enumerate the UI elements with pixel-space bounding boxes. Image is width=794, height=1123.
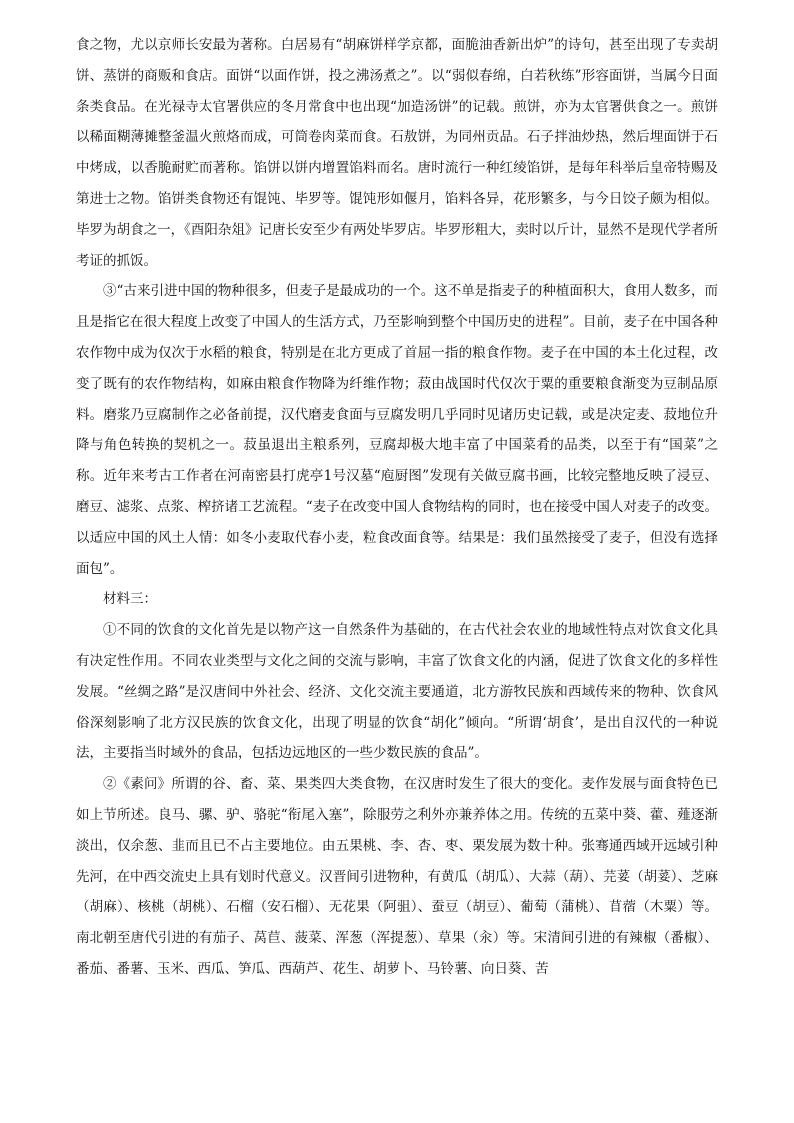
paragraph-item-1: ①不同的饮食的文化首先是以物产这一自然条件为基础的，在古代社会农业的地域性特点对饮食文化具有决定性作用。不同农业类型与文化之间的交流与影响，丰富了饮食文化的内涵，促进了饮食文化的多样性发展。“丝绸之路”是汉唐间中外社会、经济、文化交流主要通道，北方游牧民族和西域传来的物种、饮食风俗深刻影响了北方汉民族的饮食文化，出现了明显的饮食“胡化”倾向。“所谓‘胡食’，是出自汉代的一种说法，主要指当时域外的食品，包括边远地区的一些少数民族的食品”。: [76, 622, 718, 762]
section-heading-material-3: 材料三：: [103, 591, 157, 608]
paragraph-continued: 食之物，尤以京师长安最为著称。白居易有“胡麻饼样学京都，面脆油香新出炉”的诗句，甚至出现了专卖胡饼、蒸饼的商贩和食店。面饼“以面作饼，投之沸汤煮之”。以“弱似春绵，白若秋练”形容面饼，当属今日面条类食品。在光禄寺太官署供应的冬月常食中也出现“加造汤饼”的记载。煎饼，亦为太官署供食之一。煎饼以稀面糊薄摊整釜温火煎烙而成，可筒卷肉菜而食。石敖饼，为同州贡品。石子拌油炒热，然后埋面饼于石中烤成，以香脆耐贮而著称。馅饼以饼内增置馅料而名。唐时流行一种红绫馅饼，是每年科举后皇帝特赐及第进士之物。馅饼类食物还有馄饨、毕罗等。馄饨形如偃月，馅料各异，花形繁多，与今日饺子颇为相似。毕罗为胡食之一，《酉阳杂俎》记唐长安至少有两处毕罗店。毕罗形粗大，卖时以斤计，显然不是现代学者所考证的抓饭。: [76, 37, 718, 269]
paragraph-item-3: ③“古来引进中国的物种很多，但麦子是最成功的一个。这不单是指麦子的种植面积大，食用人数多，而且是指它在很大程度上改变了中国人的生活方式，乃至影响到整个中国历史的进程”。目前，麦子在中国各种农作物中成为仅次于水稻的粮食，特别是在北方更成了首屈一指的粮食作物。麦子在中国的本土化过程，改变了既有的农作物结构，如麻由粮食作物降为纤维作物；菽由战国时代仅次于粟的重要粮食渐变为豆制品原料。磨浆乃豆腐制作之必备前提，汉代磨麦食面与豆腐发明几乎同时见诸历史记载，或是决定麦、菽地位升降与角色转换的契机之一。菽虽退出主粮系列，豆腐却极大地丰富了中国菜肴的品类，以至于有“国菜”之称。近年来考古工作者在河南密县打虎亭1号汉墓“庖厨图”发现有关做豆腐书画，比较完整地反映了浸豆、磨豆、滤浆、点浆、榨挤诸工艺流程。“麦子在改变中国人食物结构的同时，也在接受中国人对麦子的改变。以适应中国的风土人情：如冬小麦取代春小麦，粒食改面食等。结果是：我们虽然接受了麦子，但没有选择面包”。: [76, 283, 718, 577]
paragraph-item-2: ②《素问》所谓的谷、畜、菜、果类四大类食物，在汉唐时发生了很大的变化。麦作发展与面食特色已如上节所述。良马、骡、驴、骆驼“衔尾入塞”，除服劳之利外亦兼养体之用。传统的五菜中葵、藿、薤逐渐淡出，仅余葱、韭而且已不占主要地位。由五果桃、李、杏、枣、栗发展为数十种。张骞通西域开远域引种先河，在中西交流史上具有划时代意义。汉晋间引进物种，有黄瓜（胡瓜）、大蒜（葫）、芫荽（胡荽）、芝麻（胡麻）、核桃（胡桃）、石榴（安石榴）、无花果（阿驵）、蚕豆（胡豆）、葡萄（蒲桃）、苜蓿（木粟）等。南北朝至唐代引进的有茄子、莴苣、菠菜、浑葱（浑提葱）、草果（汆）等。宋清间引进的有辣椒（番椒）、番茄、番薯、玉米、西瓜、笋瓜、西葫芦、花生、胡萝卜、马铃薯、向日葵、苦: [76, 776, 718, 977]
document-page: [76, 30, 718, 985]
